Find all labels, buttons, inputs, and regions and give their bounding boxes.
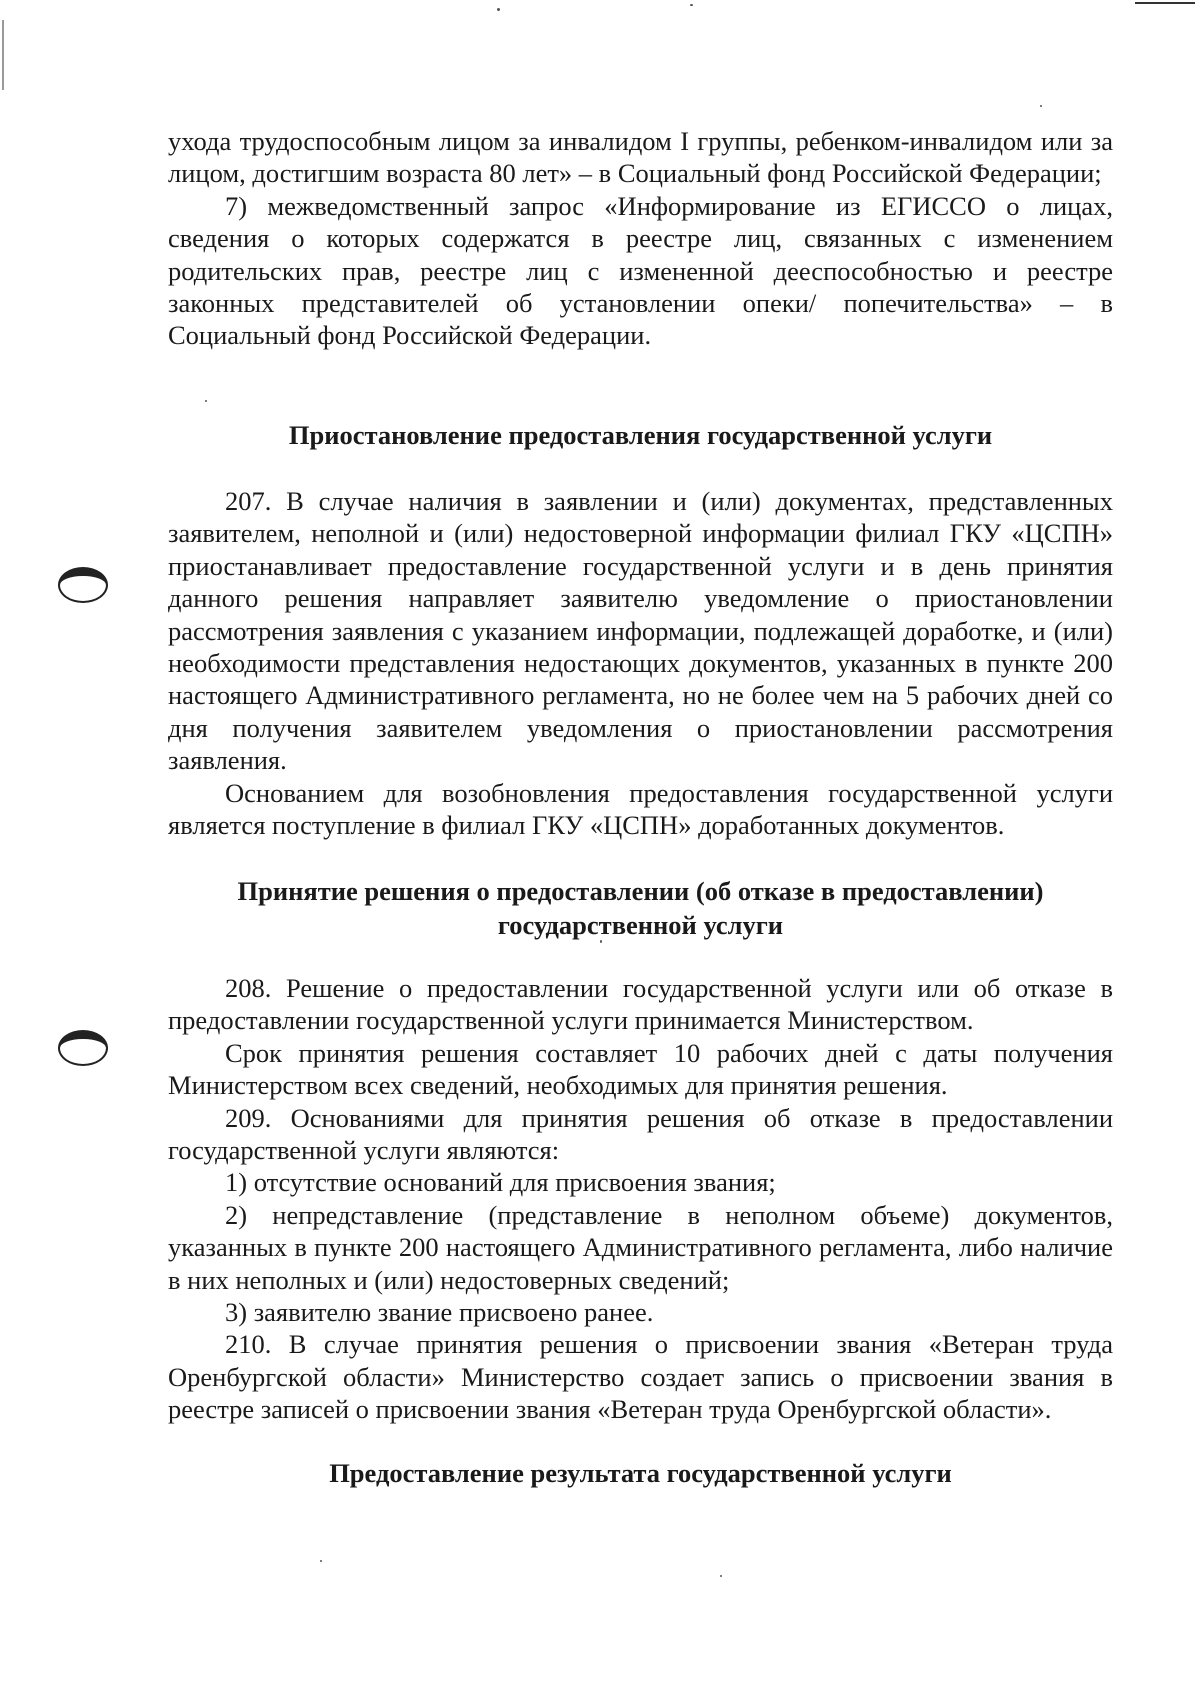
section-heading-decision: [168, 874, 1113, 942]
scan-speck: [205, 400, 207, 402]
scan-edge-mark: [2, 20, 4, 90]
section-heading-result: Предоставление результата государственной услуги: [329, 1458, 952, 1488]
heading-line: государственной услуги: [497, 910, 784, 940]
text-block-intro: [168, 125, 1113, 352]
paragraph: 209. Основаниями для принятия решения об отказе в предоставлении государственной услуги являются:: [168, 1102, 1113, 1166]
section-heading-suspension: Приостановление предоставления государственной услуги: [288, 420, 993, 450]
punch-hole-upper: [58, 567, 108, 603]
paragraph: Срок принятия решения составляет 10 рабочих дней с даты получения Министерством всех сведений, необходимых для принятия решения.: [168, 1037, 1113, 1101]
paragraph: Основанием для возобновления предоставления государственной услуги является поступление в филиал ГКУ «ЦСПН» доработанных документов.: [168, 777, 1113, 841]
paragraph: 210. В случае принятия решения о присвоении звания «Ветеран труда Оренбургской области» Министерство создает запись о присвоении звания в реестре записей о присвоении звания «Ветеран труда Оренбургской области».: [168, 1329, 1113, 1425]
text-block-decision: [168, 972, 1113, 1426]
scan-speck: [720, 1575, 722, 1577]
paragraph: 7) межведомственный запрос «Информирование из ЕГИССО о лицах, сведения о которых содержатся в реестре лиц, связанных с изменением родительских прав, реестре лиц с измененной дееспособностью и реестре законных представителей об установлении опеки/ попечительства» – в Социальный фонд Российской Федерации.: [168, 190, 1113, 351]
paragraph: 207. В случае наличия в заявлении и (или) документах, представленных заявителем, неполной и (или) недостоверной информации филиал ГКУ «ЦСПН» приостанавливает предоставление государственной услуги и в день принятия данного решения направляет заявителю уведомление о приостановлении рассмотрения заявления с указанием информации, подлежащей доработке, и (или) необходимости представления недостающих документов, указанных в пункте 200 настоящего Административного регламента, но не более чем на 5 рабочих дней со дня получения заявителем уведомления о приостановлении рассмотрения заявления.: [168, 486, 1113, 776]
paragraph: 3) заявителю звание присвоено ранее.: [225, 1297, 654, 1328]
paragraph: ухода трудоспособным лицом за инвалидом I группы, ребенком-инвалидом или за лицом, достигшим возраста 80 лет» – в Социальный фонд Российской Федерации;: [168, 126, 1113, 189]
paragraph: 208. Решение о предоставлении государственной услуги или об отказе в предоставлении государственной услуги принимается Министерством.: [168, 973, 1113, 1036]
punch-hole-lower: [58, 1030, 108, 1066]
scan-speck: [320, 1560, 322, 1562]
scan-speck: [690, 4, 693, 6]
paragraph: 2) непредставление (представление в неполном объеме) документов, указанных в пункте 200 настоящего Административного регламента, либо наличие в них неполных и (или) недостоверных сведений;: [168, 1199, 1113, 1295]
heading-line: Принятие решения о предоставлении (об отказе в предоставлении): [237, 876, 1044, 906]
scan-edge-mark: [1135, 2, 1195, 4]
scan-speck: [497, 8, 500, 11]
text-block-suspension: [168, 485, 1113, 841]
scan-speck: [1040, 105, 1042, 107]
paragraph: 1) отсутствие оснований для присвоения звания;: [225, 1167, 776, 1198]
